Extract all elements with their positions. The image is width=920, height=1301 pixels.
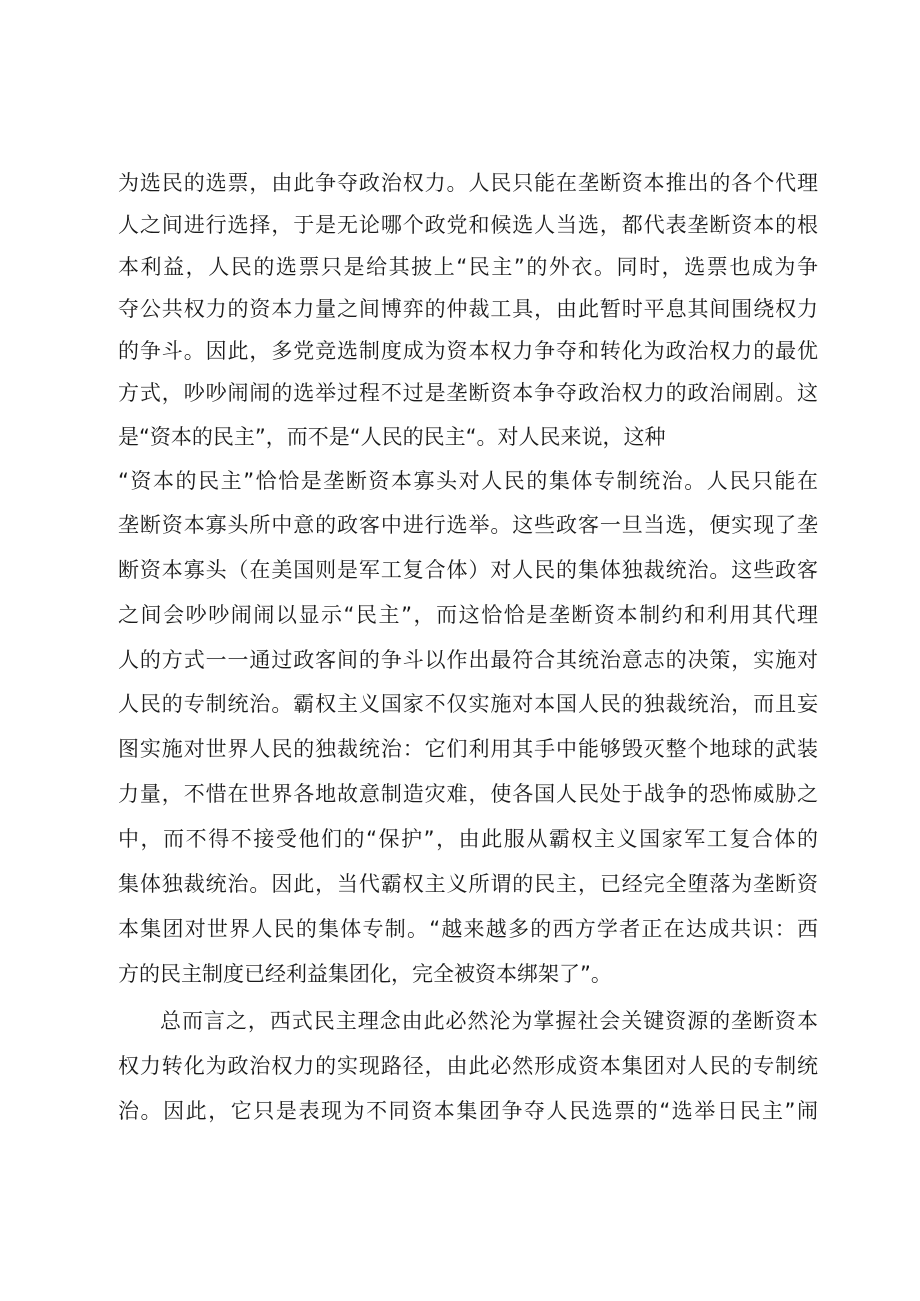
- text-line: 夺公共权力的资本力量之间博弈的仲裁工具，由此暂时平息其间围绕权力: [118, 297, 818, 321]
- text-line: 中，而不得不接受他们的“保护”，由此服从霸权主义国家军工复合体的: [118, 827, 818, 851]
- text-line: 断资本寡头（在美国则是军工复合体）对人民的集体独裁统治。这些政客: [118, 558, 818, 582]
- text-line: 方的民主制度已经利益集团化，完全被资本绑架了”。: [118, 962, 612, 986]
- text-line: 的争斗。因此，多党竞选制度成为资本权力争夺和转化为政治权力的最优: [118, 339, 818, 363]
- text-line: 力量，不惜在世界各地故意制造灾难，使各国人民处于战争的恐怖威胁之: [118, 782, 818, 806]
- text-line: 本集团对世界人民的集体专制。“越来越多的西方学者正在达成共识：西: [118, 917, 818, 941]
- text-line: 垄断资本寡头所中意的政客中进行选举。这些政客一旦当选，便实现了垄: [118, 513, 818, 537]
- text-line: 之间会吵吵闹闹以显示“民主”，而这恰恰是垄断资本制约和利用其代理: [118, 603, 818, 627]
- text-line: 图实施对世界人民的独裁统治：它们利用其手中能够毁灭整个地球的武装: [118, 737, 818, 761]
- text-line: 人民的专制统治。霸权主义国家不仅实施对本国人民的独裁统治，而且妄: [118, 692, 818, 716]
- text-line: 方式，吵吵闹闹的选举过程不过是垄断资本争夺政治权力的政治闹剧。这: [118, 381, 818, 405]
- text-line: 为选民的选票，由此争夺政治权力。人民只能在垄断资本推出的各个代理: [118, 171, 818, 195]
- text-line: “资本的民主”恰恰是垄断资本寡头对人民的集体专制统治。人民只能在: [118, 469, 818, 493]
- text-line: 总而言之，西式民主理念由此必然沦为掌握社会关键资源的垄断资本: [160, 1009, 818, 1033]
- text-line: 集体独裁统治。因此，当代霸权主义所谓的民主，已经完全堕落为垄断资: [118, 872, 818, 896]
- text-line: 权力转化为政治权力的实现路径，由此必然形成资本集团对人民的专制统: [118, 1054, 818, 1078]
- text-line: 治。因此，它只是表现为不同资本集团争夺人民选票的“选举日民主”闹: [118, 1099, 818, 1123]
- text-line: 人的方式一一通过政客间的争斗以作出最符合其统治意志的决策，实施对: [118, 648, 818, 672]
- text-line: 是“资本的民主”，而不是“人民的民主“。对人民来说，这种: [118, 425, 666, 449]
- text-line: 本利益，人民的选票只是给其披上“民主”的外衣。同时，选票也成为争: [118, 255, 818, 279]
- text-line: 人之间进行选择，于是无论哪个政党和候选人当选，都代表垄断资本的根: [118, 213, 818, 237]
